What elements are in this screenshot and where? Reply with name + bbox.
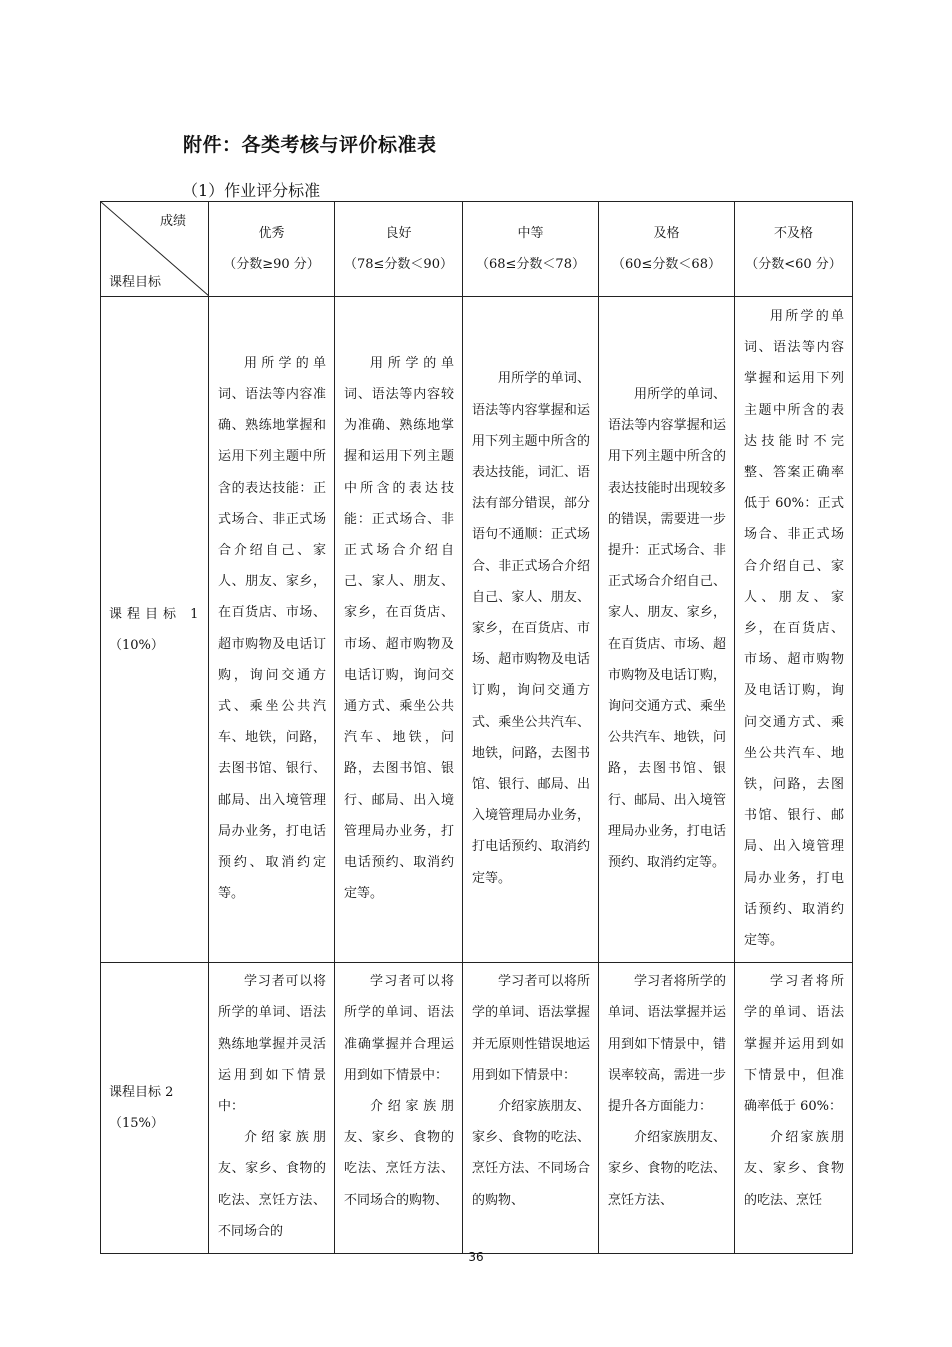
criteria-text: 介绍家族朋友、家乡、食物的吃法、烹饪方法、 [608, 1130, 726, 1208]
corner-label-goal: 课程目标 [109, 275, 162, 290]
header-range: （60≤分数＜68） [612, 257, 721, 272]
header-grade: 及格 [653, 226, 680, 241]
table-row-goal-1 [101, 297, 853, 963]
header-excellent [209, 202, 335, 297]
header-range: （分数<60 分） [745, 257, 842, 272]
criteria-text: 学习者将所学的单词、语法掌握并运用到如下情景中，错误率较高，需进一步提升各方面能力： [608, 974, 726, 1115]
criteria-text: 学习者可以将所学的单词、语法掌握并无原则性错误地运用到如下情景中： [472, 974, 590, 1083]
criteria-cell-good [335, 963, 463, 1254]
goal-weight: （15%） [109, 1116, 164, 1132]
corner-cell [101, 202, 209, 297]
section-subtitle: （1）作业评分标准 [182, 181, 321, 200]
page-number: 36 [468, 1250, 484, 1264]
criteria-text: 用所学的单词、语法等内容掌握和运用下列主题中所含的表达技能时出现较多的错误，需要进一步提升：正式场合、非正式场合介绍自己、家人、朋友、家乡，在百货店、市场、超市购物及电话订购，询问交通方式、乘坐公共汽车、地铁，问路，去图书馆、银行、邮局、出入境管理局办业务，打电话预约、取消约定等。 [608, 387, 726, 871]
criteria-cell-pass [599, 963, 735, 1254]
criteria-text: 学习者可以将所学的单词、语法准确掌握并合理运用到如下情景中： [344, 974, 454, 1083]
header-medium [463, 202, 599, 297]
criteria-text: 用所学的单词、语法等内容较为准确、熟练地掌握和运用下列主题中所含的表达技能：正式场合、非正式场合介绍自己、家人、朋友、家乡，在百货店、市场、超市购物及电话订购，询问交通方式、乘坐公共汽车、地铁，问路，去图书馆、银行、邮局、出入境管理局办业务，打电话预约、取消约定等。 [344, 355, 454, 902]
header-good [335, 202, 463, 297]
table-row-goal-2 [101, 963, 853, 1254]
header-grade: 良好 [385, 226, 412, 241]
criteria-cell-fail [735, 297, 853, 963]
criteria-cell-medium [463, 963, 599, 1254]
goal-label: 课程目标 2 [109, 1085, 174, 1101]
page-title: 附件：各类考核与评价标准表 [183, 134, 437, 156]
table-header-row [101, 202, 853, 297]
goal-cell [101, 297, 209, 963]
criteria-text: 介绍家族朋友、家乡、食物的吃法、烹饪方法、不同场合的购物、 [472, 1099, 590, 1208]
criteria-cell-pass [599, 297, 735, 963]
criteria-cell-excellent [209, 963, 335, 1254]
criteria-text: 介绍家族朋友、家乡、食物的吃法、烹饪方法、不同场合的 [218, 1130, 326, 1239]
grading-table [100, 201, 853, 1254]
criteria-cell-excellent [209, 297, 335, 963]
criteria-cell-medium [463, 297, 599, 963]
corner-label-grade: 成绩 [159, 214, 186, 229]
criteria-text: 介绍家族朋友、家乡、食物的吃法、烹饪 [744, 1130, 844, 1208]
header-grade: 中等 [517, 226, 544, 241]
criteria-text: 用所学的单词、语法等内容准确、熟练地掌握和运用下列主题中所含的表达技能：正式场合、非正式场合介绍自己、家人、朋友、家乡，在百货店、市场、超市购物及电话订购，询问交通方式、乘坐公共汽车、地铁，问路，去图书馆、银行、邮局、出入境管理局办业务，打电话预约、取消约定等。 [218, 355, 326, 902]
criteria-cell-fail [735, 963, 853, 1254]
criteria-text: 介绍家族朋友、家乡、食物的吃法、烹饪方法、不同场合的购物、 [344, 1099, 454, 1208]
goal-cell [101, 963, 209, 1254]
header-grade: 不及格 [773, 226, 813, 241]
header-range: （78≤分数＜90） [344, 257, 453, 272]
criteria-text: 用所学的单词、语法等内容掌握和运用下列主题中所含的表达技能，词汇、语法有部分错误，部分语句不通顺：正式场合、非正式场合介绍自己、家人、朋友、家乡，在百货店、市场、超市购物及电话订购，询问交通方式、乘坐公共汽车、地铁，问路，去图书馆、银行、邮局、出入境管理局办业务，打电话预约、取消约定等。 [472, 371, 590, 886]
header-range: （分数≥90 分） [223, 257, 320, 272]
goal-weight: （10%） [109, 637, 164, 653]
header-fail [735, 202, 853, 297]
criteria-text: 学习者将所学的单词、语法掌握并运用到如下情景中，但准确率低于 60%： [744, 974, 844, 1115]
criteria-text: 学习者可以将所学的单词、语法熟练地掌握并灵活运用到如下情景中： [218, 974, 326, 1115]
header-range: （68≤分数＜78） [476, 257, 585, 272]
header-pass [599, 202, 735, 297]
goal-label: 课程目标 1 [109, 606, 204, 622]
criteria-cell-good [335, 297, 463, 963]
header-grade: 优秀 [258, 226, 285, 241]
criteria-text: 用所学的单词、语法等内容掌握和运用下列主题中所含的表达技能时不完整、答案正确率低于 60%：正式场合、非正式场合介绍自己、家人、朋友、家乡，在百货店、市场、超市购物及电话订购，询问交通方式、乘坐公共汽车、地铁，问路，去图书馆、银行、邮局、出入境管理局办业务，打电话预约、取消约定等。 [744, 309, 844, 949]
